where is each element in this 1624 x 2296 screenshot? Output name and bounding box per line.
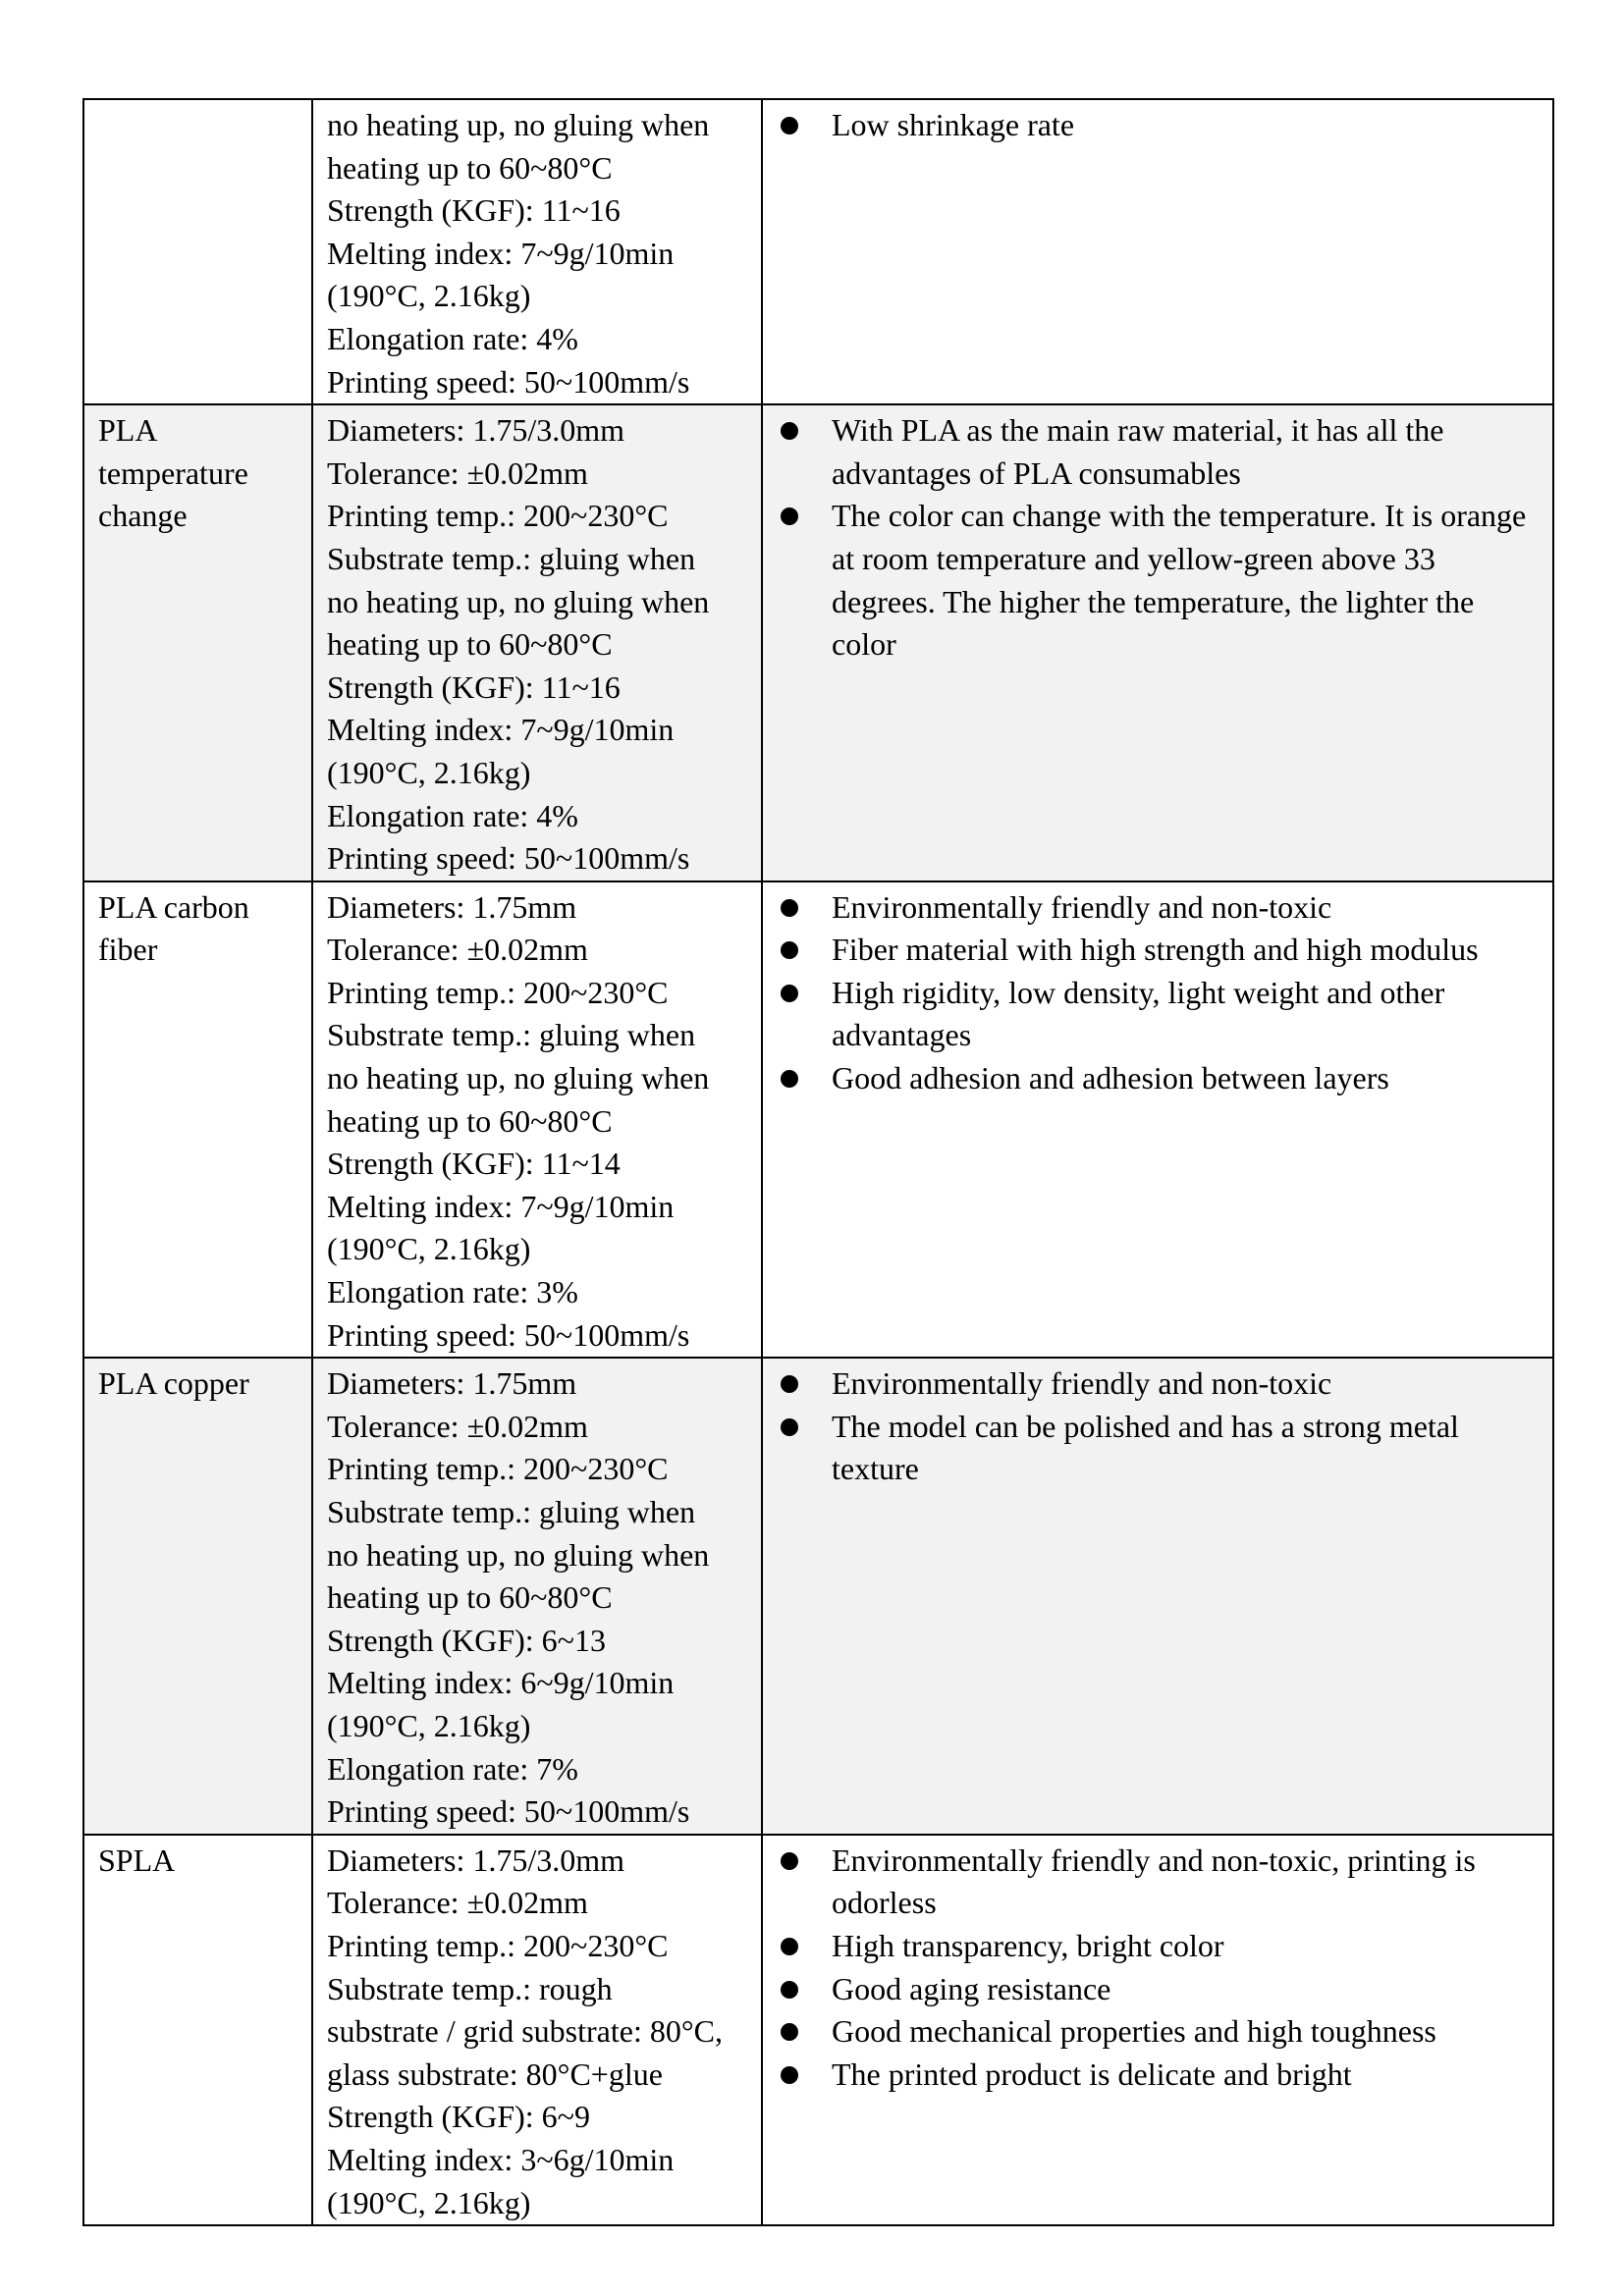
features-list [777, 1840, 1539, 2097]
bullet-icon [781, 1418, 798, 1436]
feature-item [777, 2054, 1539, 2097]
material-name: PLA temperature change [98, 412, 248, 534]
spec-line: Tolerance: ±0.02mm [327, 1885, 588, 1921]
spec-line: Substrate temp.: gluing when [327, 540, 696, 576]
spec-line: Melting index: 7~9g/10min [327, 712, 675, 748]
feature-text: Low shrinkage rate [832, 107, 1075, 142]
feature-item [777, 104, 1539, 147]
bullet-icon [781, 1070, 798, 1088]
spec-line: no heating up, no gluing when [327, 1536, 710, 1573]
spec-line: Printing temp.: 200~230°C [327, 498, 669, 534]
features-list [777, 409, 1539, 667]
bullet-icon [781, 117, 798, 134]
spec-line: Tolerance: ±0.02mm [327, 454, 588, 491]
spec-line: (190°C, 2.16kg) [327, 1231, 531, 1267]
spec-line: Elongation rate: 4% [327, 797, 578, 833]
bullet-icon [781, 941, 798, 959]
bullet-icon [781, 2066, 798, 2084]
spec-line: substrate / grid substrate: 80°C, [327, 2013, 723, 2050]
material-name: SPLA [98, 1842, 176, 1878]
features-cell [762, 1358, 1553, 1835]
spec-line: (190°C, 2.16kg) [327, 278, 531, 314]
features-list [777, 886, 1539, 1100]
spec-line: no heating up, no gluing when [327, 1060, 710, 1096]
feature-text: High transparency, bright color [832, 1927, 1224, 1963]
spec-line: Printing temp.: 200~230°C [327, 1451, 669, 1487]
feature-text: Environmentally friendly and non-toxic, printing is odorless [832, 1842, 1476, 1921]
spec-line: no heating up, no gluing when [327, 107, 710, 142]
spec-line: Substrate temp.: gluing when [327, 1494, 696, 1529]
materials-table [82, 98, 1554, 2226]
feature-text: Environmentally friendly and non-toxic [832, 1365, 1332, 1402]
feature-text: Fiber material with high strength and high modulus [832, 932, 1479, 968]
features-list [777, 1362, 1539, 1491]
spec-line: Printing speed: 50~100mm/s [327, 1316, 690, 1353]
spec-line: Tolerance: ±0.02mm [327, 932, 588, 968]
spec-line: Elongation rate: 7% [327, 1750, 578, 1787]
spec-line: heating up to 60~80°C [327, 1102, 613, 1139]
bullet-icon [781, 2023, 798, 2041]
spec-line: Diameters: 1.75/3.0mm [327, 412, 625, 449]
material-name-cell [83, 404, 312, 881]
material-name-cell [83, 881, 312, 1359]
feature-item [777, 409, 1539, 495]
spec-line: Diameters: 1.75mm [327, 888, 577, 925]
spec-line: Strength (KGF): 6~9 [327, 2099, 590, 2135]
spec-line: Diameters: 1.75/3.0mm [327, 1842, 625, 1878]
bullet-icon [781, 899, 798, 917]
feature-item [777, 1925, 1539, 1968]
spec-line: (190°C, 2.16kg) [327, 754, 531, 790]
feature-item [777, 495, 1539, 666]
spec-line: Printing speed: 50~100mm/s [327, 363, 690, 400]
spec-line: heating up to 60~80°C [327, 626, 613, 663]
features-cell [762, 404, 1553, 881]
features-cell [762, 1835, 1553, 2225]
table-row [83, 881, 1553, 1359]
spec-line: Strength (KGF): 11~14 [327, 1146, 621, 1182]
table-row [83, 404, 1553, 881]
feature-item [777, 972, 1539, 1057]
specifications-cell [312, 1358, 762, 1835]
spec-line: glass substrate: 80°C+glue [327, 2056, 663, 2092]
spec-line: Elongation rate: 4% [327, 320, 578, 356]
table-row [83, 1358, 1553, 1835]
features-cell [762, 99, 1553, 404]
spec-line: Strength (KGF): 11~16 [327, 668, 621, 705]
feature-text: Good adhesion and adhesion between layers [832, 1060, 1389, 1096]
bullet-icon [781, 1375, 798, 1393]
feature-text: The model can be polished and has a strong metal texture [832, 1408, 1459, 1487]
feature-item [777, 1840, 1539, 1925]
bullet-icon [781, 1938, 798, 1955]
spec-line: Strength (KGF): 6~13 [327, 1622, 606, 1658]
specifications-cell [312, 404, 762, 881]
spec-line: heating up to 60~80°C [327, 149, 613, 186]
spec-line: Melting index: 3~6g/10min [327, 2141, 675, 2177]
spec-line: Substrate temp.: rough [327, 1970, 613, 2006]
feature-text: High rigidity, low density, light weight and other advantages [832, 974, 1445, 1053]
material-name: PLA copper [98, 1365, 249, 1402]
feature-text: The color can change with the temperature. It is orange at room temperature and yellow-green above 33 degrees. The higher the temperature, the lighter the color [832, 498, 1527, 663]
spec-line: no heating up, no gluing when [327, 583, 710, 619]
bullet-icon [781, 422, 798, 440]
feature-text: Environmentally friendly and non-toxic [832, 888, 1332, 925]
material-name-cell [83, 1835, 312, 2225]
feature-text: Good aging resistance [832, 1970, 1111, 2006]
feature-item [777, 2010, 1539, 2054]
specifications-cell [312, 1835, 762, 2225]
material-name: PLA carbon fiber [98, 888, 249, 968]
spec-line: Melting index: 7~9g/10min [327, 1188, 675, 1224]
table-row [83, 1835, 1553, 2225]
spec-line: heating up to 60~80°C [327, 1579, 613, 1616]
bullet-icon [781, 1981, 798, 1999]
table-row [83, 99, 1553, 404]
features-cell [762, 881, 1553, 1359]
feature-text: The printed product is delicate and bright [832, 2056, 1352, 2092]
spec-line: Diameters: 1.75mm [327, 1365, 577, 1402]
feature-item [777, 1362, 1539, 1406]
bullet-icon [781, 507, 798, 525]
spec-line: Printing speed: 50~100mm/s [327, 840, 690, 877]
spec-line: Substrate temp.: gluing when [327, 1017, 696, 1053]
spec-line: Printing temp.: 200~230°C [327, 974, 669, 1010]
material-name-cell [83, 99, 312, 404]
feature-item [777, 1406, 1539, 1491]
spec-line: (190°C, 2.16kg) [327, 2184, 531, 2220]
feature-item [777, 929, 1539, 972]
spec-line: Melting index: 6~9g/10min [327, 1665, 675, 1701]
feature-item [777, 886, 1539, 930]
feature-text: Good mechanical properties and high toughness [832, 2013, 1436, 2050]
spec-line: Printing temp.: 200~230°C [327, 1927, 669, 1963]
spec-line: Elongation rate: 3% [327, 1274, 578, 1310]
material-name-cell [83, 1358, 312, 1835]
features-list [777, 104, 1539, 147]
feature-text: With PLA as the main raw material, it has all the advantages of PLA consumables [832, 412, 1444, 491]
bullet-icon [781, 985, 798, 1002]
feature-item [777, 1968, 1539, 2011]
spec-line: Tolerance: ±0.02mm [327, 1408, 588, 1444]
spec-line: Strength (KGF): 11~16 [327, 192, 621, 229]
spec-line: Printing speed: 50~100mm/s [327, 1793, 690, 1830]
feature-item [777, 1057, 1539, 1100]
materials-table-body [83, 99, 1553, 2225]
spec-line: Melting index: 7~9g/10min [327, 235, 675, 271]
bullet-icon [781, 1852, 798, 1870]
spec-line: (190°C, 2.16kg) [327, 1707, 531, 1743]
specifications-cell [312, 99, 762, 404]
specifications-cell [312, 881, 762, 1359]
